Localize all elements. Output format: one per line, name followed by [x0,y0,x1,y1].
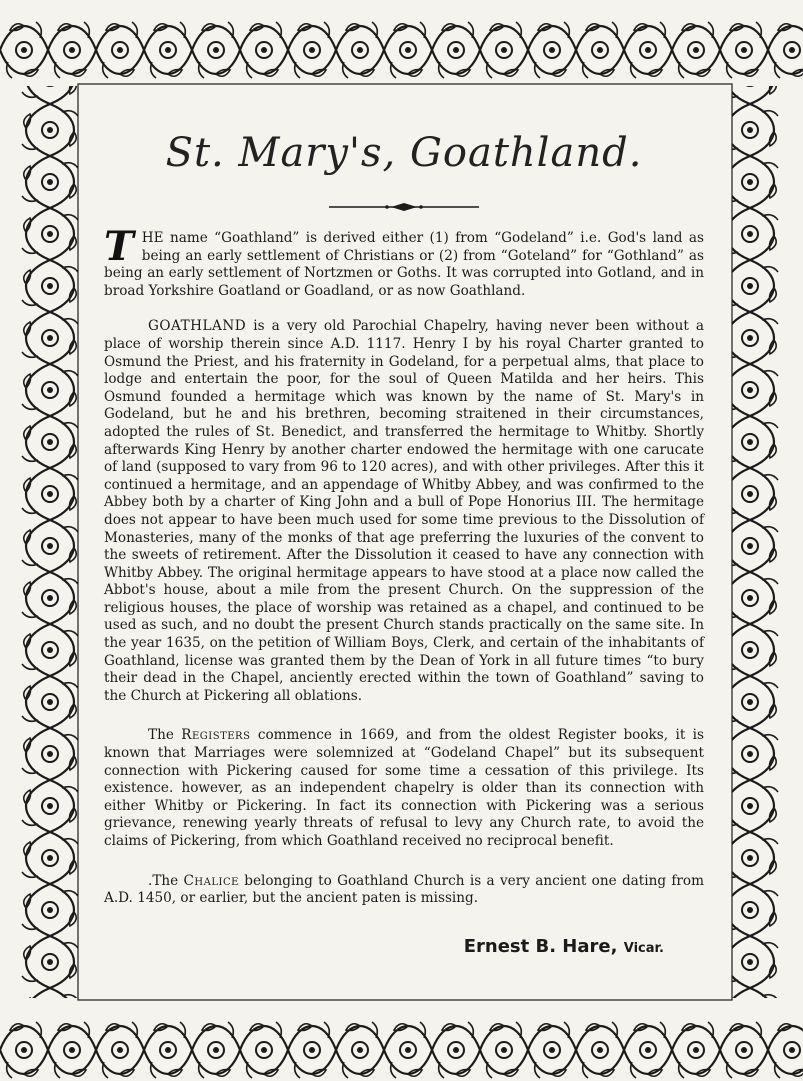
paragraph-chalice [104,873,704,908]
paragraph-chalice-text: belonging to Goathland Church is a very ancient one dating from A.D. 1450, or earlier, but the ancient paten is missing. [104,872,704,907]
paragraph-chalice-lead-pre: .The [148,872,184,889]
document-body [104,118,704,978]
paragraph-registers-lead: Registers [181,727,251,744]
page-title: St. Mary's, Goathland. [165,130,643,176]
paragraph-history-text: is a very old Parochial Chapelry, having never been without a place of worship therein since A.D. 1117. Henry I by his royal Charter granted to Osmund the Priest, and his fraternity in Godeland, for a perpetual alms, that place to lodge and entertain the poor, for the soul of Queen Matilda and her heirs. This Osmund founded a hermitage which was known by the name of St. Mary's in Godeland, but he and his brethren, becoming straitened in their circumstances, adopted the rules of St. Benedict, and transferred the hermitage to Whitby. Shortly afterwards King Henry by another charter endowed the hermitage with one carucate of land (supposed to vary from 96 to 120 acres), and with other privileges. After this it continued a hermitage, and an appendage of Whitby Abbey, and was confirmed to the Abbey both by a charter of King John and a bull of Pope Honorius III. The hermitage does not appear to have been much used for some time previous to the Dissolution of Monasteries, many of the monks of that age preferring the luxuries of the convent to the sweets of retirement. After the Dissolution it ceased to have any connection with Whitby Abbey. The original hermitage appears to have stood at a place now called the Abbot's house, about a mile from the present Church. On the suppression of the religious houses, the place of worship was retained as a chapel, and continued to be used as such, and no doubt the present Church stands practically on the same site. In the year 1635, on the petition of William Boys, Clerk, and certain of the inhabitants of Goathland, license was granted them by the Dean of York in all future times “to bury their dead in the Chapel, anciently erected within the town of Goathland” saving to the Church at Pickering all oblations. [104,318,704,704]
paragraph-history-lead: GOATHLAND [148,318,247,335]
paragraph-etymology [104,223,704,300]
signature-role: Vicar. [623,940,664,956]
paragraph-etymology-text: HE name “Goathland” is derived either (1) from “Godeland” i.e. God's land as being an early settlement of Christians or (2) from “Goteland” for “Gothland” as being an early settlement of Nortzmen or Goths. It was corrupted into Gotland, and in broad Yorkshire Goatland or Goadland, or as now Goathland. [104,230,704,299]
signature-name: Ernest B. Hare, [463,935,618,957]
paragraph-history [104,318,704,705]
drop-cap: T [104,223,134,270]
signature [104,936,704,957]
ornamental-rule-icon [329,202,479,212]
paragraph-chalice-lead: Chalice [183,872,239,889]
paragraph-registers [104,727,704,850]
paragraph-registers-text: commence in 1669, and from the oldest Register books, it is known that Marriages were solemnized at “Godeland Chapel” but its subsequent connection with Pickering caused for some time a cessation of this privilege. Its existence. however, as an independent chapelry is older than its connection with either Whitby or Pickering. In fact its connection with Pickering was a serious grievance, renewing yearly threats of refusal to levy any Church rate, to avoid the claims of Pickering, from which Goathland received no reciprocal benefit. [104,727,704,849]
paragraph-registers-lead-pre: The [148,727,182,744]
